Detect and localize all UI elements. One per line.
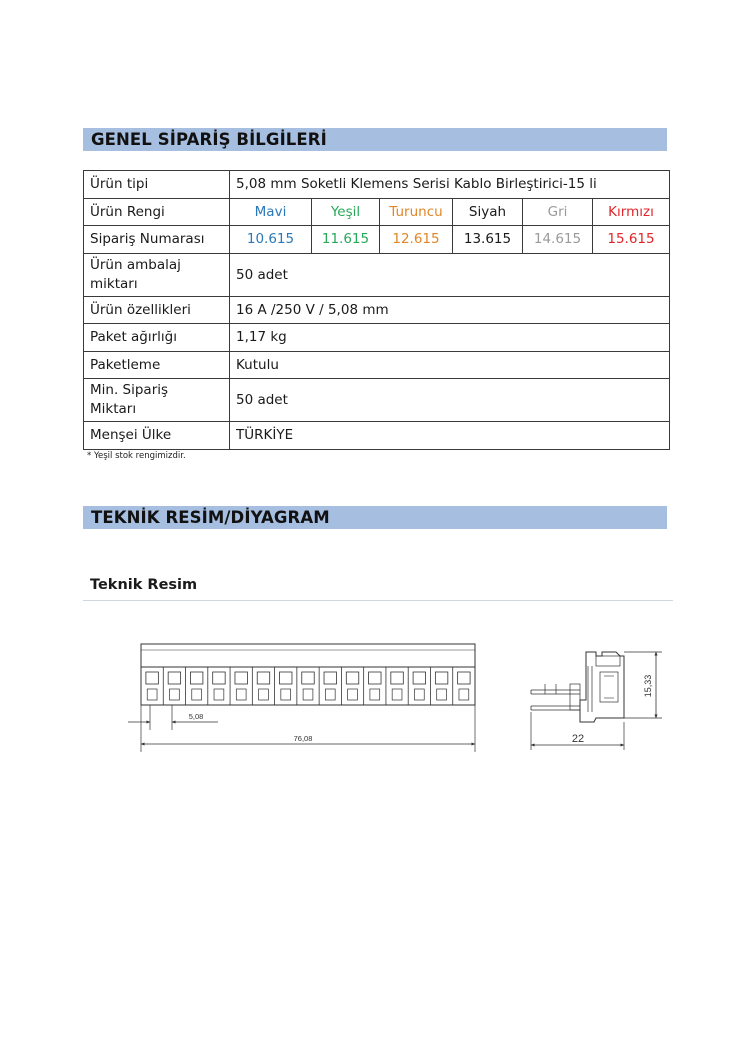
pitch-dimension-label: 5,08 xyxy=(188,712,204,721)
color-name-cell: Yeşil xyxy=(312,199,380,226)
terminal-screw-slot xyxy=(458,672,470,684)
terminal-wire-entry xyxy=(348,689,358,700)
order-number-cell: 14.615 xyxy=(523,226,593,254)
origin-value: TÜRKİYE xyxy=(230,422,670,450)
terminal-screw-slot xyxy=(146,672,158,684)
terminal-wire-entry xyxy=(147,689,157,700)
origin-label: Menşei Ülke xyxy=(84,422,230,450)
terminal-screw-slot xyxy=(190,672,202,684)
product-color-label: Ürün Rengi xyxy=(84,199,230,226)
weight-label: Paket ağırlığı xyxy=(84,324,230,352)
terminal-screw-slot xyxy=(324,672,336,684)
package-qty-value: 50 adet xyxy=(230,254,670,297)
terminal-screw-slot xyxy=(235,672,247,684)
side-view-drawing xyxy=(531,652,662,750)
connector-lower-body xyxy=(141,667,475,705)
terminal-screw-slot xyxy=(302,672,314,684)
connector-top-body xyxy=(141,644,475,667)
terminal-screw-slot xyxy=(279,672,291,684)
order-number-cell: 11.615 xyxy=(312,226,380,254)
order-number-cell: 13.615 xyxy=(453,226,523,254)
terminal-wire-entry xyxy=(170,689,180,700)
order-number-cell: 12.615 xyxy=(380,226,453,254)
terminal-screw-slot xyxy=(391,672,403,684)
weight-value: 1,17 kg xyxy=(230,324,670,352)
stock-color-footnote: * Yeşil stok rengimizdir. xyxy=(87,451,186,461)
product-type-value: 5,08 mm Soketli Klemens Serisi Kablo Birleştirici-15 li xyxy=(230,171,670,199)
terminal-screw-slot xyxy=(213,672,225,684)
terminal-wire-entry xyxy=(325,689,335,700)
height-dimension-label: 15,33 xyxy=(643,674,653,698)
min-order-value: 50 adet xyxy=(230,379,670,422)
package-qty-label: Ürün ambalaj miktarı xyxy=(84,254,230,297)
packaging-value: Kutulu xyxy=(230,352,670,379)
terminal-screw-slot xyxy=(257,672,269,684)
terminal-wire-entry xyxy=(437,689,447,700)
terminal-wire-entry xyxy=(192,689,202,700)
technical-drawing-header: TEKNİK RESİM/DİYAGRAM xyxy=(83,506,667,529)
color-name-cell: Siyah xyxy=(453,199,523,226)
terminal-wire-entry xyxy=(236,689,246,700)
terminal-wire-entry xyxy=(259,689,269,700)
order-number-cell: 15.615 xyxy=(593,226,670,254)
order-number-label: Sipariş Numarası xyxy=(84,226,230,254)
terminal-slots xyxy=(146,667,470,705)
terminal-wire-entry xyxy=(414,689,424,700)
packaging-label: Paketleme xyxy=(84,352,230,379)
color-name-cell: Kırmızı xyxy=(593,199,670,226)
min-order-label: Min. Sipariş Miktarı xyxy=(84,379,230,422)
terminal-wire-entry xyxy=(370,689,380,700)
color-name-cell: Turuncu xyxy=(380,199,453,226)
general-order-info-header: GENEL SİPARİŞ BİLGİLERİ xyxy=(83,128,667,151)
width-dimension-label: 76,08 xyxy=(293,734,313,743)
terminal-wire-entry xyxy=(392,689,402,700)
color-name-cell: Gri xyxy=(523,199,593,226)
terminal-wire-entry xyxy=(303,689,313,700)
color-name-cell: Mavi xyxy=(230,199,312,226)
terminal-screw-slot xyxy=(168,672,180,684)
terminal-wire-entry xyxy=(459,689,469,700)
product-type-label: Ürün tipi xyxy=(84,171,230,199)
terminal-screw-slot xyxy=(413,672,425,684)
features-value: 16 A /250 V / 5,08 mm xyxy=(230,297,670,324)
terminal-screw-slot xyxy=(369,672,381,684)
features-label: Ürün özellikleri xyxy=(84,297,230,324)
terminal-screw-slot xyxy=(435,672,447,684)
terminal-screw-slot xyxy=(346,672,358,684)
depth-dimension-label: 22 xyxy=(571,733,585,745)
order-number-cell: 10.615 xyxy=(230,226,312,254)
technical-drawing-subtitle: Teknik Resim xyxy=(90,577,198,593)
terminal-wire-entry xyxy=(214,689,224,700)
terminal-wire-entry xyxy=(281,689,291,700)
